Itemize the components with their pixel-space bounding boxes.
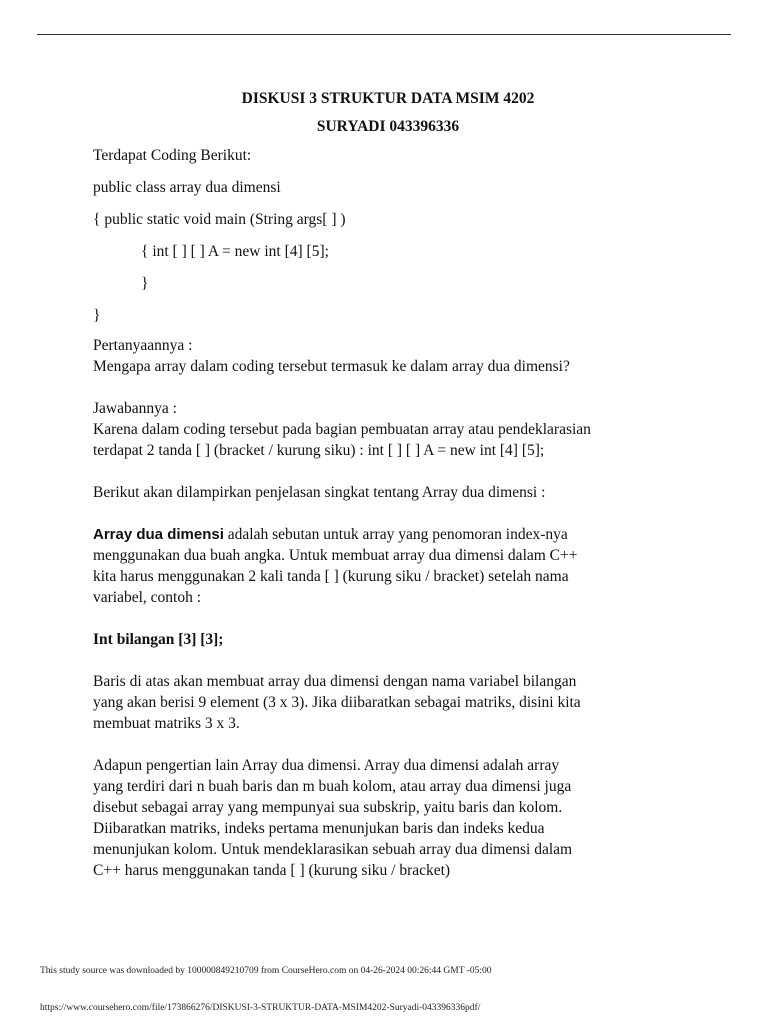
question-label: Pertanyaannya : [93,337,193,354]
answer-label: Jawabannya : [93,400,177,417]
top-divider [37,34,731,35]
code-intro: Terdapat Coding Berikut: [93,147,252,164]
definition-line-4: variabel, contoh : [93,589,202,606]
document-title: DISKUSI 3 STRUKTUR DATA MSIM 4202 [241,90,535,107]
example-line-2: yang akan berisi 9 element (3 x 3). Jika diibaratkan sebagai matriks, disini kita [93,694,581,711]
answer-line-2: terdapat 2 tanda [ ] (bracket / kurung siku) : int [ ] [ ] A = new int [4] [5]; [93,442,545,459]
other-def-line-6: C++ harus menggunakan tanda [ ] (kurung siku / bracket) [93,862,451,879]
code-line-4: } [141,275,149,292]
other-def-line-5: menunjukan kolom. Untuk mendeklarasikan sebuah array dua dimensi dalam [93,841,573,858]
document-author: SURYADI 043396336 [316,118,460,135]
source-url[interactable]: https://www.coursehero.com/file/173866276/DISKUSI-3-STRUKTUR-DATA-MSIM4202-Suryadi-043396336pdf/ [40,1003,481,1013]
code-line-1: public class array dua dimensi [93,179,281,196]
other-def-line-2: yang terdiri dari n buah baris dan m buah kolom, atau array dua dimensi juga [93,778,572,795]
code-line-5: } [93,307,101,324]
other-def-line-3: disebut sebagai array yang mempunyai sua subskrip, yaitu baris dan kolom. [93,799,563,816]
document-page [93,88,683,881]
code-line-2: { public static void main (String args[ ] ) [93,211,346,228]
definition-line-1 [93,524,683,545]
example-line-3: membuat matriks 3 x 3. [93,715,240,732]
example-declaration: Int bilangan [3] [3]; [93,631,224,648]
other-def-line-4: Diibaratkan matriks, indeks pertama menunjukan baris dan indeks kedua [93,820,545,837]
definition-line-3: kita harus menggunakan 2 kali tanda [ ] (kurung siku / bracket) setelah nama [93,568,569,585]
download-notice: This study source was downloaded by 100000849210709 from CourseHero.com on 04-26-2024 00:26:44 GMT -05:00 [40,966,492,976]
definition-line-2: menggunakan dua buah angka. Untuk membuat array dua dimensi dalam C++ [93,547,578,564]
answer-line-1: Karena dalam coding tersebut pada bagian pembuatan array atau pendeklarasian [93,421,591,438]
example-line-1: Baris di atas akan membuat array dua dimensi dengan nama variabel bilangan [93,673,577,690]
code-line-3: { int [ ] [ ] A = new int [4] [5]; [141,243,329,260]
question-text: Mengapa array dalam coding tersebut termasuk ke dalam array dua dimensi? [93,358,570,375]
explanation-intro: Berikut akan dilampirkan penjelasan singkat tentang Array dua dimensi : [93,484,546,501]
definition-text: adalah sebutan untuk array yang penomoran index-nya [223,526,568,543]
definition-term: Array dua dimensi [93,526,224,543]
other-def-line-1: Adapun pengertian lain Array dua dimensi. Array dua dimensi adalah array [93,757,560,774]
